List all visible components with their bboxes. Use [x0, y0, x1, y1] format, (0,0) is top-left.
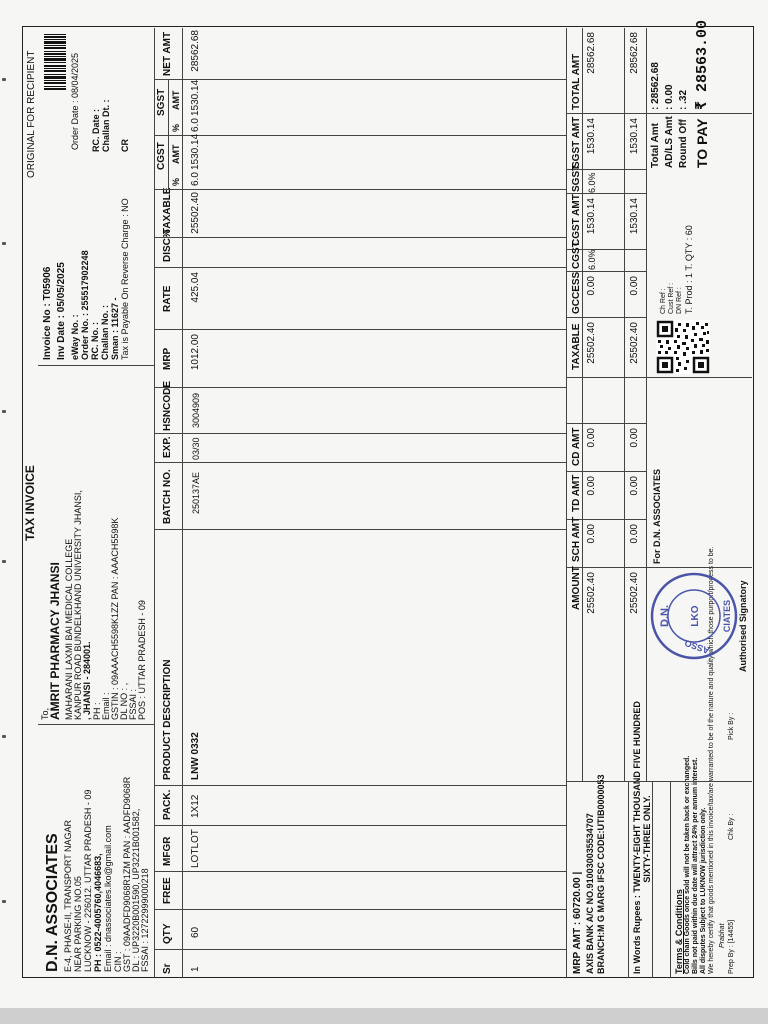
- col-rule: [154, 135, 566, 136]
- sum-head-sgst-amt: SGST AMT: [571, 116, 582, 168]
- round-off-value: : .32: [678, 89, 689, 110]
- col-sgst-pct: %: [171, 123, 181, 132]
- col-sgst: SGST: [156, 88, 167, 116]
- buyer-address-1: MAHARANI LAXMI BAI MEDICAL COLLEGE: [64, 538, 74, 720]
- cr-label: CR: [120, 139, 130, 152]
- col-rule: [154, 462, 566, 463]
- stamp-text-left: ASSO: [683, 637, 711, 656]
- col-rule: [154, 329, 566, 330]
- table-header-rule: [182, 28, 183, 978]
- invoice-number: Invoice No : T05906: [42, 266, 53, 360]
- seller-dl: DL : UP3220B001590, UP3221B001582,: [131, 808, 141, 972]
- rc-date: RC. Date :: [91, 108, 101, 152]
- copy-label: ORIGINAL FOR RECIPIENT: [26, 50, 37, 178]
- sum2-total: 28562.68: [629, 32, 640, 74]
- col-rule: [154, 529, 566, 530]
- summary-col-rule: [566, 113, 752, 114]
- item-rate: 425.04: [190, 272, 201, 303]
- seller-address-3: LUCKNOW - 226012. UTTAR PRADESH - 09: [83, 789, 93, 972]
- round-off-label: Round Off: [678, 119, 689, 168]
- sum1-gccess: 0.00: [586, 276, 597, 296]
- buyer-email: Email :: [101, 692, 111, 720]
- summary-left-rule: [566, 781, 752, 782]
- seller-gst: GST : 09AADFD9068R1ZM PAN : AADFD9068R: [122, 776, 132, 972]
- col-exp: EXP.: [162, 436, 173, 458]
- col-rule: [154, 267, 566, 268]
- punch-mark: [2, 410, 6, 413]
- eway-number: eWay No. :: [70, 314, 80, 360]
- seller-email: Email : dnassociates.lko@gmail.com: [103, 825, 113, 972]
- sum2-amount: 25502.40: [629, 572, 640, 614]
- col-cgst-pct: %: [171, 177, 181, 186]
- adj-amt-label: AD/LS Amt: [664, 116, 675, 168]
- seller-cin: CIN :: [113, 951, 123, 972]
- sum-head-sgst: SGST: [571, 164, 582, 192]
- sum2-cgst-amt: 1530.14: [629, 198, 640, 235]
- punch-mark: [2, 560, 6, 563]
- seller-address-2: NEAR PARKING NO.05: [73, 876, 83, 972]
- table-top-rule: [154, 28, 155, 978]
- invoice-qr-code: [656, 320, 710, 374]
- item-exp: 03/30: [191, 437, 201, 460]
- seller-name: D.N. ASSOCIATES: [44, 833, 61, 972]
- sum1-cgst: 6.0%: [587, 249, 597, 270]
- terms-line-4: We hereby certify that goods mentioned in this invoice/tax/are warranted to be of the nature and quality which those purport/process to be.: [708, 546, 715, 974]
- terms-line-3: All disputes Subject to LUKNOW jurisdiction only.: [700, 807, 707, 974]
- picked-by: Pick By :: [728, 712, 735, 740]
- seller-fssai: FSSAI : 12722999000218: [140, 868, 150, 972]
- col-mfgr: MFGR: [162, 836, 173, 866]
- challan-date: Challan Dt. :: [101, 99, 111, 152]
- order-number: Order No. : 255517902248: [80, 250, 90, 360]
- sum-head-amount: AMOUNT: [571, 566, 582, 610]
- summary-rule: [646, 28, 647, 782]
- invoice-date: Inv Date : 05/05/2025: [56, 262, 67, 360]
- prepared-by: Prep By : [14455]: [728, 919, 735, 974]
- col-rule: [154, 433, 566, 434]
- summary-rule: [624, 28, 625, 782]
- checked-by: Chk By :: [728, 813, 735, 840]
- col-cgst-amt: AMT: [171, 144, 181, 164]
- sum-head-td: TD AMT: [571, 474, 582, 512]
- sum-head-cgst-amt: CGST AMT: [571, 194, 582, 246]
- item-batch: 250137AE: [191, 471, 201, 514]
- punch-mark: [2, 242, 6, 245]
- col-rule: [154, 79, 566, 80]
- col-rule: [154, 237, 566, 238]
- col-rule: [154, 871, 566, 872]
- buyer-gstin: GSTIN : 09AAACH5598K1ZZ PAN : AAACH5598K: [110, 517, 120, 720]
- punch-mark: [2, 78, 6, 81]
- item-qty: 60: [190, 926, 201, 938]
- footer-rule: [670, 782, 671, 978]
- col-sgst-amt: AMT: [171, 90, 181, 110]
- item-cgst-amt: 1530.14: [190, 133, 201, 170]
- sum2-gccess: 0.00: [629, 276, 640, 296]
- sum1-td: 0.00: [586, 476, 597, 496]
- summary-col-rule: [566, 317, 646, 318]
- item-description: LNW 0332: [190, 732, 201, 780]
- sum-head-cgst: CGST: [571, 241, 582, 269]
- challan-number: Challan No. :: [100, 304, 110, 360]
- company-stamp: [646, 568, 742, 664]
- stamp-text-mid: LKO: [690, 605, 701, 627]
- col-rule: [154, 949, 566, 950]
- col-taxable: TAXABLE: [162, 187, 173, 234]
- terms-line-2: Bills not paid within due date will attract 24% per annum interest.: [692, 757, 699, 974]
- reverse-charge: Tax is Payable On Reverse Charge : NO: [120, 198, 130, 360]
- sum2-sch: 0.00: [629, 524, 640, 544]
- adj-amt-value: : 0.00: [664, 84, 675, 110]
- bank-branch: BRANCH:M G MARG IFSC CODE:UTIB0000053: [596, 774, 606, 974]
- ch-ref: Ch Ref :: [660, 288, 667, 314]
- col-qty: QTY: [162, 923, 173, 944]
- prepared-by-signature: Prabhat: [719, 923, 726, 948]
- sum-head-total: TOTAL AMT: [571, 53, 582, 110]
- col-rule: [154, 909, 566, 910]
- col-rate: RATE: [162, 285, 173, 312]
- sum1-cgst-amt: 1530.14: [586, 198, 597, 235]
- cust-ref: Cust Ref :: [668, 282, 675, 314]
- buyer-address-2: KANPUR ROAD BUNDELKHAND UNIVERSITY JHANSI,: [73, 490, 83, 720]
- buyer-fssai: FSSAI :: [128, 688, 138, 720]
- col-batch: BATCH NO.: [162, 469, 173, 524]
- sum1-sgst-amt: 1530.14: [586, 118, 597, 155]
- invoice-barcode: [44, 34, 66, 90]
- amount-in-words-2: SIXTY-THREE ONLY.: [642, 795, 652, 883]
- amount-in-words-1: In Words Rupees : TWENTY-EIGHT THOUSAND FIVE HUNDRED: [632, 701, 642, 974]
- buyer-pos: POS : UTTAR PRADESH - 09: [137, 600, 147, 720]
- col-mrp: MRP: [162, 347, 173, 370]
- sum-head-sch: SCH AMT: [571, 516, 582, 562]
- terms-title: Terms & Conditions: [674, 889, 684, 974]
- sum1-total: 28562.68: [586, 32, 597, 74]
- invoice-document: [16, 14, 758, 990]
- col-net-amt: NET AMT: [162, 31, 173, 76]
- col-product-description: PRODUCT DESCRIPTION: [162, 659, 173, 780]
- stamp-text-top: D.N.: [659, 605, 671, 627]
- sum1-taxable: 25502.40: [586, 322, 597, 364]
- punch-mark: [2, 735, 6, 738]
- to-pay-value: ₹ 28563.00: [694, 19, 711, 110]
- authorised-signatory: Authorised Signatory: [738, 580, 748, 672]
- sum2-td: 0.00: [629, 476, 640, 496]
- sum-head-taxable: TAXABLE: [571, 323, 582, 370]
- header-divider-2: [38, 365, 154, 366]
- bank-account: AXIS BANK A/C NO.910030035534707: [585, 813, 595, 974]
- item-sgst-amt: 1530.14: [190, 79, 201, 116]
- terms-line-1: Cold chain Goods once sold will not be taken back or exchanged.: [684, 755, 691, 974]
- item-sgst-pct: 6.0: [190, 118, 201, 132]
- item-hsn: 3004909: [191, 392, 201, 428]
- header-divider-1: [38, 724, 154, 725]
- buyer-to: To,: [40, 707, 50, 720]
- col-rule: [154, 825, 566, 826]
- buyer-address-3: , JHANSI - 284001.: [82, 641, 92, 720]
- col-sr: Sr: [162, 963, 173, 974]
- sum-head-cd: CD AMT: [571, 427, 582, 466]
- salesman: Sman : 11627 -: [110, 297, 120, 360]
- order-date: Order Date : 08/04/2025: [70, 52, 80, 150]
- footer-rule: [628, 782, 629, 978]
- item-sr: 1: [190, 966, 201, 972]
- col-disc: DISC%: [162, 229, 173, 262]
- sum2-taxable: 25502.40: [629, 322, 640, 364]
- total-amt-value: : 28562.68: [650, 62, 661, 110]
- sum1-amount: 25502.40: [586, 572, 597, 614]
- sum2-sgst-amt: 1530.14: [629, 118, 640, 155]
- sum2-cd: 0.00: [629, 428, 640, 448]
- sum1-sgst: 6.0%: [587, 172, 597, 193]
- rc-number: RC. No. :: [90, 322, 100, 360]
- col-rule: [154, 387, 566, 388]
- total-amt-label: Total Amt: [650, 123, 661, 168]
- col-hsn: HSNCODE: [162, 380, 173, 431]
- scan-bed-edge: [0, 1008, 768, 1024]
- for-company: For D.N. ASSOCIATES: [652, 468, 662, 564]
- summary-col-rule: [566, 471, 646, 472]
- item-cgst-pct: 6.0: [190, 172, 201, 186]
- buyer-phone: PH :: [92, 702, 102, 720]
- col-pack: PACK.: [162, 789, 173, 820]
- buyer-dl: DL NO : ,: [119, 682, 129, 720]
- item-taxable: 25502.40: [190, 192, 201, 234]
- col-free: FREE: [162, 877, 173, 904]
- punch-mark: [2, 900, 6, 903]
- item-pack: 1X12: [190, 794, 201, 818]
- item-mrp: 1012.00: [190, 334, 201, 371]
- footer-top-rule: [566, 28, 567, 978]
- buyer-name: AMRIT PHARMACY JHANSI: [48, 562, 62, 720]
- col-rule: [154, 785, 566, 786]
- item-mfgr: LOTLOT: [190, 829, 201, 868]
- footer-rule: [652, 782, 653, 978]
- to-pay-label: TO PAY: [694, 118, 710, 168]
- sum-head-gccess: GCCESS: [571, 271, 582, 314]
- stamp-text-bottom: CIATES: [722, 599, 732, 633]
- seller-phone: PH : 0522-4005760,4046683,: [93, 853, 103, 972]
- product-qty-summary: T. Prod : 1 T. QTY : 60: [684, 225, 694, 314]
- col-cgst: CGST: [156, 142, 167, 170]
- item-net-amt: 28562.68: [190, 30, 201, 72]
- sum1-cd: 0.00: [586, 428, 597, 448]
- summary-col-rule: [566, 377, 752, 378]
- mrp-amount: MRP AMT : 60720.00 |: [572, 871, 583, 974]
- sum1-sch: 0.00: [586, 524, 597, 544]
- seller-address-1: E-4, PHASE-II, TRANSPORT NAGAR: [63, 819, 73, 972]
- col-rule: [154, 189, 566, 190]
- dn-ref: DN Ref :: [676, 287, 683, 314]
- summary-col-rule: [566, 423, 646, 424]
- invoice-title: TAX INVOICE: [23, 465, 37, 541]
